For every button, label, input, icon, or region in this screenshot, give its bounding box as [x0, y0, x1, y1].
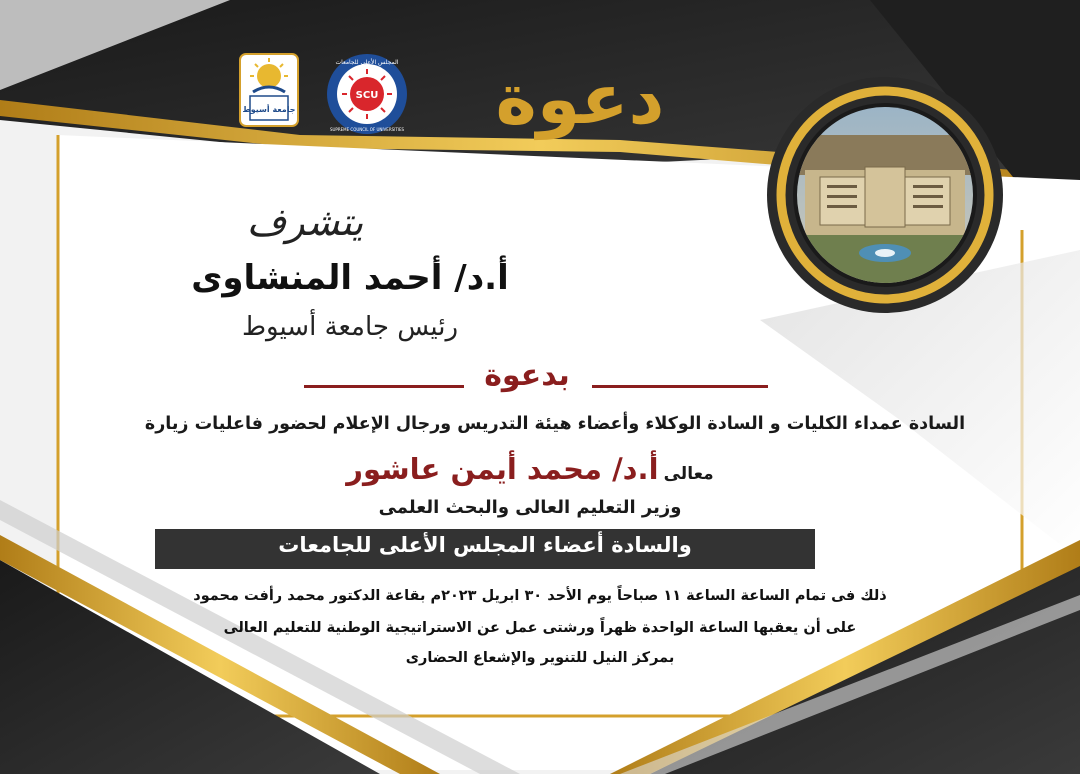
guest-title: وزير التعليم العالى والبحث العلمى — [378, 497, 682, 518]
guest-prefix: معالى — [663, 464, 714, 484]
scu-ring-ar: المجلس الأعلى للجامعات — [335, 59, 399, 66]
guest-row — [290, 452, 770, 486]
campus-photo — [765, 75, 1005, 315]
detail-line: بمركز النيل للتنوير والإشعاع الحضارى — [405, 650, 675, 666]
invitation-title: دعوة — [495, 58, 665, 140]
honors-text: يتشرف — [246, 200, 364, 244]
asyut-university-logo — [238, 52, 300, 128]
divider-left — [304, 385, 464, 388]
host-title: رئيس جامعة أسيوط — [241, 312, 459, 342]
audience-text: السادة عمداء الكليات و السادة الوكلاء وأعضاء هيئة التدريس ورجال الإعلام لحضور فاعليات زيارة — [144, 414, 966, 434]
scu-logo — [325, 52, 409, 136]
council-text: والسادة أعضاء المجلس الأعلى للجامعات — [278, 533, 692, 557]
host-name: أ.د/ أحمد المنشاوى — [191, 258, 509, 298]
guest-name: أ.د/ محمد أيمن عاشور — [346, 452, 659, 486]
scu-ring-en: SUPREME COUNCIL OF UNIVERSITIES — [329, 127, 405, 132]
detail-line: ذلك فى تمام الساعة الساعة ١١ صباحاً يوم الأحد ٣٠ ابريل ٢٠٢٣م بقاعة الدكتور محمد رأفت محمود — [193, 588, 887, 604]
divider-right — [592, 385, 768, 388]
asyut-logo-text: جامعة أسيوط — [242, 105, 296, 114]
invitation-word: بدعوة — [484, 358, 570, 393]
scu-logo-text: SCU — [355, 90, 379, 101]
detail-line: على أن يعقبها الساعة الواحدة ظهراً ورشتى عمل عن الاستراتيجية الوطنية للتعليم العالى — [223, 620, 857, 636]
